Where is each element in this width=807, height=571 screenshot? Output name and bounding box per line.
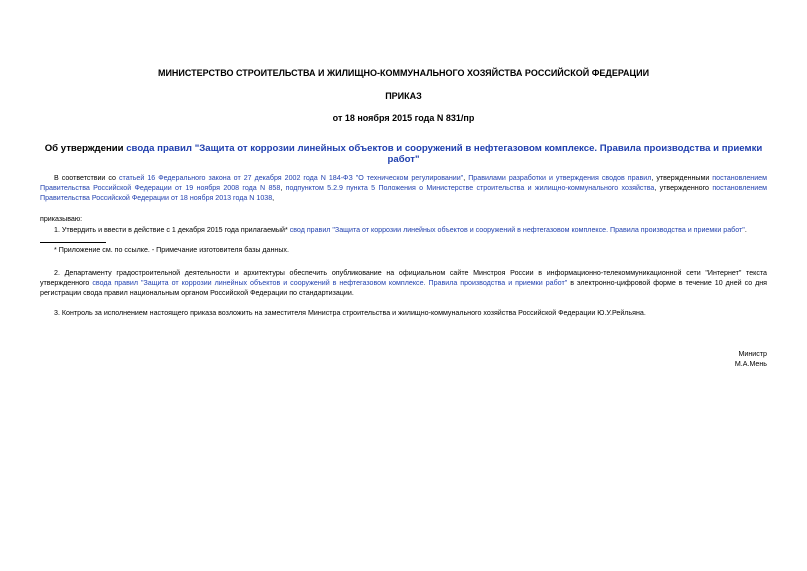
subject-prefix: Об утверждении (44, 143, 127, 154)
preamble-text: , (463, 174, 469, 182)
link-decree-1038[interactable]: постановлением Правительства Российской Федерации от 18 ноября 2013 года N 1038 (40, 184, 768, 202)
item1-text: . (744, 226, 747, 234)
link-code-of-rules-2[interactable]: свода правил "Защита от коррозии линейных объектов и сооружений в нефтегазовом комплексе. Правила производства и приемки работ" (92, 279, 568, 287)
link-rules[interactable]: Правилами разработки и утверждения сводов правил (468, 174, 652, 182)
order-subject (40, 143, 767, 165)
document-type: ПРИКАЗ (385, 91, 422, 101)
preamble-text: В соответствии со (54, 174, 119, 182)
signatory-name: М.А.Мень (734, 360, 767, 368)
preamble-text: , (280, 184, 286, 192)
item2-text: в электронно-цифровой форме в течение 10 дней со дня регистрации свода правил национальным органом Российской Федерации по стандартизации. (40, 279, 767, 297)
footnote-divider (40, 242, 106, 243)
footnote: * Приложение см. по ссылке. - Примечание изготовителя базы данных. (54, 246, 289, 254)
link-ministry-regulation[interactable]: подпунктом 5.2.9 пункта 5 Положения о Министерстве строительства и жилищно-коммунального хозяйства (285, 184, 655, 192)
link-code-of-rules[interactable]: свод правил "Защита от коррозии линейных объектов и сооружений в нефтегазовом комплексе. Правила производства и приемки работ" (289, 226, 745, 234)
link-federal-law[interactable]: статьей 16 Федерального закона от 27 декабря 2002 года N 184-ФЗ "О техническом регулировании" (118, 174, 464, 182)
subject-link[interactable]: свода правил "Защита от коррозии линейных объектов и сооружений в нефтегазовом комплексе. Правила производства и приемки работ" (126, 143, 763, 165)
preamble-text: , утвержденного (654, 184, 713, 192)
ministry-heading: МИНИСТЕРСТВО СТРОИТЕЛЬСТВА И ЖИЛИЩНО-КОММУНАЛЬНОГО ХОЗЯЙСТВА РОССИЙСКОЙ ФЕДЕРАЦИИ (157, 68, 650, 78)
preamble-text: , утвержденными (651, 174, 713, 182)
order-date-number: от 18 ноября 2015 года N 831/пр (332, 113, 475, 123)
order-item-3: 3. Контроль за исполнением настоящего приказа возложить на заместителя Министра строительства и жилищно-коммунального хозяйства Российской Федерации Ю.У.Рейльяна. (54, 309, 646, 317)
order-item-1 (40, 225, 767, 235)
item2-text: 2. Департаменту градостроительной деятельности и архитектуры обеспечить опубликование на официальном сайте Минстроя России в информационно-телекоммуникационной сети "Интернет" текста утвержденного (40, 269, 767, 287)
link-decree-858[interactable]: постановлением Правительства Российской Федерации от 19 ноября 2008 года N 858 (40, 174, 767, 192)
order-item-2 (40, 268, 767, 298)
preamble-text: , (272, 194, 275, 202)
signatory-title: Министр (738, 350, 767, 358)
item1-text: 1. Утвердить и ввести в действие с 1 декабря 2015 года прилагаемый* (54, 226, 290, 234)
preamble-paragraph (40, 173, 767, 203)
orders-word: приказываю: (40, 215, 83, 223)
